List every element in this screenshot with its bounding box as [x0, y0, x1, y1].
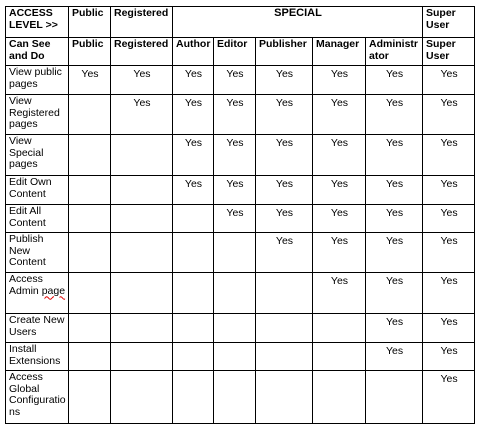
permission-cell: Yes: [173, 95, 214, 135]
permission-cell: Yes: [214, 176, 256, 205]
permission-cell: [69, 135, 111, 176]
permission-cell: Yes: [256, 176, 313, 205]
row-label: Edit Own Content: [6, 176, 69, 205]
permission-cell: [256, 273, 313, 314]
permission-cell: [111, 205, 173, 233]
permission-cell: Yes: [256, 233, 313, 273]
permission-cell: Yes: [214, 135, 256, 176]
table-row: [6, 233, 475, 273]
permission-cell: [69, 343, 111, 371]
permission-cell: [111, 314, 173, 343]
role-registered: Registered: [111, 38, 173, 66]
permission-cell: [111, 135, 173, 176]
permission-cell: Yes: [256, 135, 313, 176]
permission-cell: [69, 371, 111, 424]
permission-cell: Yes: [423, 233, 475, 273]
row-label-text: Access Admin: [9, 273, 43, 297]
header-special: SPECIAL: [173, 7, 423, 38]
permission-cell: [111, 233, 173, 273]
permission-cell: [214, 314, 256, 343]
permission-cell: Yes: [313, 95, 366, 135]
access-level-table: [5, 6, 475, 424]
permission-cell: Yes: [366, 314, 423, 343]
permission-cell: Yes: [313, 205, 366, 233]
table-row: [6, 371, 475, 424]
permission-cell: Yes: [173, 135, 214, 176]
role-author: Author: [173, 38, 214, 66]
permission-cell: [173, 371, 214, 424]
permission-cell: [173, 314, 214, 343]
permission-cell: Yes: [69, 66, 111, 95]
permission-cell: [111, 371, 173, 424]
permission-cell: [173, 343, 214, 371]
permission-cell: Yes: [214, 205, 256, 233]
header-super-user: Super User: [423, 7, 475, 38]
permission-cell: Yes: [423, 314, 475, 343]
permission-cell: Yes: [313, 176, 366, 205]
permission-cell: [214, 371, 256, 424]
row-label: View Registered pages: [6, 95, 69, 135]
permission-cell: [256, 343, 313, 371]
permission-cell: Yes: [366, 66, 423, 95]
permission-cell: Yes: [366, 205, 423, 233]
permission-cell: Yes: [366, 273, 423, 314]
permission-cell: Yes: [256, 95, 313, 135]
permission-cell: [256, 371, 313, 424]
permission-cell: [366, 371, 423, 424]
role-super-user: Super User: [423, 38, 475, 66]
permission-cell: Yes: [366, 343, 423, 371]
role-administrator: Administr ator: [366, 38, 423, 66]
permission-cell: Yes: [313, 135, 366, 176]
header-row-roles: [6, 38, 475, 66]
permission-cell: Yes: [214, 95, 256, 135]
header-row-access-level: [6, 7, 475, 38]
header-access-level: ACCESS LEVEL >>: [6, 7, 69, 38]
permission-cell: Yes: [423, 273, 475, 314]
table-row: [6, 135, 475, 176]
header-can-see-and-do: Can See and Do: [6, 38, 69, 66]
permission-cell: Yes: [423, 66, 475, 95]
permission-cell: Yes: [256, 205, 313, 233]
permission-cell: [214, 343, 256, 371]
permission-cell: Yes: [366, 176, 423, 205]
permission-cell: [313, 314, 366, 343]
permission-cell: Yes: [214, 66, 256, 95]
permission-cell: [69, 273, 111, 314]
permission-cell: [173, 233, 214, 273]
permission-cell: [69, 233, 111, 273]
table-row: [6, 314, 475, 343]
permission-cell: Yes: [111, 66, 173, 95]
permission-cell: [214, 273, 256, 314]
permission-cell: Yes: [423, 135, 475, 176]
permission-cell: Yes: [173, 66, 214, 95]
permission-cell: [111, 176, 173, 205]
permission-cell: Yes: [423, 95, 475, 135]
role-public: Public: [69, 38, 111, 66]
permission-cell: [313, 371, 366, 424]
row-label: View public pages: [6, 66, 69, 95]
permission-cell: Yes: [423, 371, 475, 424]
role-publisher: Publisher: [256, 38, 313, 66]
permission-cell: [69, 205, 111, 233]
table-row: [6, 205, 475, 233]
permission-cell: [111, 273, 173, 314]
permission-cell: Yes: [173, 176, 214, 205]
role-editor: Editor: [214, 38, 256, 66]
row-label: Edit All Content: [6, 205, 69, 233]
row-label: Access Global Configurations: [6, 371, 69, 424]
table-row: [6, 66, 475, 95]
permission-cell: Yes: [423, 343, 475, 371]
permission-cell: [69, 314, 111, 343]
row-label: Create New Users: [6, 314, 69, 343]
table-row: [6, 95, 475, 135]
row-label: Publish New Content: [6, 233, 69, 273]
table-row: [6, 273, 475, 314]
spellcheck-underlined-word: page: [41, 284, 66, 297]
row-label: [6, 273, 69, 314]
table-row: [6, 176, 475, 205]
permission-cell: Yes: [313, 233, 366, 273]
row-label: Install Extensions: [6, 343, 69, 371]
permission-cell: [173, 273, 214, 314]
permission-cell: Yes: [366, 233, 423, 273]
permission-cell: Yes: [366, 95, 423, 135]
permission-cell: [111, 343, 173, 371]
permission-cell: Yes: [366, 135, 423, 176]
permission-cell: [69, 176, 111, 205]
permission-cell: [214, 233, 256, 273]
header-registered: Registered: [111, 7, 173, 38]
permission-cell: Yes: [423, 176, 475, 205]
permission-cell: Yes: [313, 66, 366, 95]
table-row: [6, 343, 475, 371]
header-public: Public: [69, 7, 111, 38]
row-label: View Special pages: [6, 135, 69, 176]
permission-cell: [69, 95, 111, 135]
role-manager: Manager: [313, 38, 366, 66]
permission-cell: Yes: [111, 95, 173, 135]
permission-cell: Yes: [423, 205, 475, 233]
permission-cell: [256, 314, 313, 343]
permission-cell: [173, 205, 214, 233]
permission-cell: Yes: [256, 66, 313, 95]
permission-cell: Yes: [313, 273, 366, 314]
permission-cell: [313, 343, 366, 371]
